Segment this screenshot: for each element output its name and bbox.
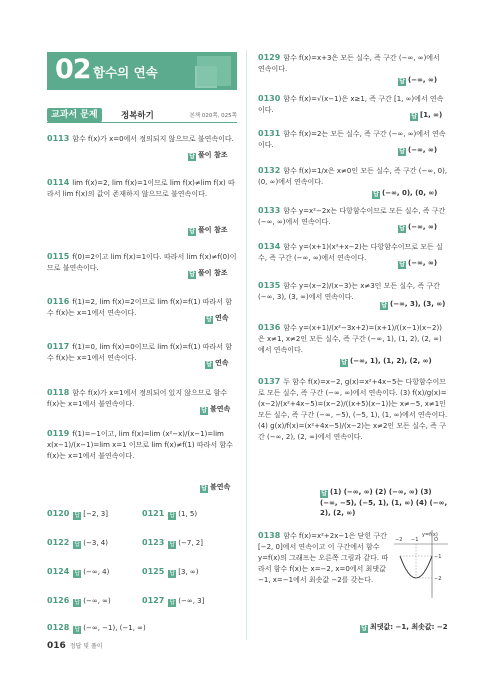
answer	[410, 110, 442, 121]
answer-text: 풀이 참조	[198, 269, 228, 277]
answer-mark-icon: 답	[341, 359, 347, 366]
answer	[188, 268, 228, 279]
problem-number: 0118	[47, 388, 70, 397]
answer-mark-icon: 답	[74, 512, 81, 519]
answer-mark-icon: 답	[361, 625, 367, 632]
problem-number: 0117	[47, 342, 70, 351]
problem-number: 0127	[142, 596, 165, 605]
answer-text: 불연속	[210, 483, 231, 491]
answer	[200, 404, 230, 415]
graph-label-origin: O	[434, 537, 438, 543]
problem-text: 함수 f(x)=x²+2x−1은 닫힌 구간 [−2, 0]에서 연속이고 이 구간에서 함수 y=f(x)의 그래프는 오른쪽 그림과 같다. 따라서 함수 f(x)는 x=−2, x=0에서 최댓값 −1, x=−1에서 최솟값 −2를 갖는다.	[258, 532, 389, 584]
graph-label-y-top: −1	[434, 554, 442, 560]
problem-text: f(0)=2이고 lim f(x)=1이다. 따라서 lim f(x)≠f(0)이므로 불연속이다.	[47, 253, 237, 272]
answer-text: (−∞, ∞)	[408, 223, 438, 231]
section-reference: 본책 020쪽, 025쪽	[189, 113, 237, 119]
problem-text: lim f(x)=2, lim f(x)=1이므로 lim f(x)≠lim f(x) 따라서 lim f(x)의 값이 존재하지 않으므로 불연속이다.	[47, 179, 235, 198]
answer-text: 불연속	[210, 405, 231, 413]
problem-number: 0130	[258, 94, 281, 103]
graph-label-x-left: −2	[395, 537, 403, 543]
problem-number: 0120	[47, 509, 70, 518]
answer-mark-icon: 답	[74, 599, 81, 606]
problem-text: 두 함수 f(x)=x−2, g(x)=x²+4x−5는 다항함수이므로 모든 실수, 즉 구간 (−∞, ∞)에서 연속이다. (3) f(x)/g(x)=(x−2)/(x²+4x−5)=(x−2)/((x+5)(x−1))는 x≠−5, x≠1인 모든 실수, 즉 구간 (−∞, −5), (−5, 1), (1, ∞)에서 연속이다. (4) g(x)/f(x)=(x²+4x−5)/(x−2)는 x≠2인 모든 실수, 즉 구간 (−∞, 2), (2, ∞)에서 연속이다.	[258, 378, 448, 441]
answer-mark-icon: 답	[411, 113, 417, 120]
mini-answer	[47, 622, 146, 634]
answer-mark-icon: 답	[169, 541, 176, 548]
answer-mark-icon: 답	[201, 485, 207, 492]
answer-mark-icon: 답	[74, 570, 81, 577]
graph-label-y-bottom: −2	[434, 576, 442, 582]
answer-mark-icon: 답	[399, 225, 405, 232]
answer	[205, 313, 229, 324]
problem-number: 0113	[47, 134, 70, 143]
problem-text: 함수 f(x)=√(x−1)은 x≥1, 즉 구간 [1, ∞)에서 연속이다.	[258, 95, 444, 114]
problem-number: 0123	[142, 538, 165, 547]
answer	[398, 145, 437, 156]
answer-text: (−∞, 0), (0, ∞)	[382, 189, 438, 197]
mini-answer	[47, 537, 108, 549]
mini-answer	[142, 537, 203, 549]
answer-text: (1) (−∞, ∞) (2) (−∞, ∞) (3) (−∞, −5), (−5, 1), (1, ∞) (4) (−∞, 2), (2, ∞)	[320, 488, 448, 517]
problem	[47, 133, 237, 145]
answer-text: (−∞, 3), (3, ∞)	[390, 300, 446, 308]
problem	[258, 52, 448, 75]
problem-text: f(1)=−1이고, lim f(x)=lim (x²−x)/(x−1)=lim x(x−1)/(x−1)=lim x=1 이므로 lim f(x)≠f(1) 따라서 함수 f(x)는 x=1에서 불연속이다.	[47, 430, 233, 460]
section-header	[47, 108, 237, 123]
page-number: 016	[47, 641, 66, 651]
mini-answer	[47, 566, 109, 578]
answer-mark-icon: 답	[169, 512, 176, 519]
problem-number: 0114	[47, 178, 70, 187]
problem-number: 0115	[47, 252, 70, 261]
answer-mark-icon: 답	[206, 316, 212, 323]
problem	[258, 322, 448, 356]
answer-mark-icon: 답	[189, 153, 195, 160]
answer-mark-icon: 답	[206, 361, 212, 368]
problem-number: 0138	[258, 531, 281, 540]
problem-number: 0131	[258, 129, 281, 138]
problem-number: 0128	[47, 623, 70, 632]
section-subtitle: 정복하기	[121, 111, 154, 121]
answer-text: (−∞, ∞)	[83, 597, 111, 605]
problem-number: 0119	[47, 429, 70, 438]
answer	[398, 222, 437, 233]
problem-text: 함수 f(x)=1/x은 x≠0인 모든 실수, 즉 구간 (−∞, 0), (0, ∞)에서 연속이다.	[258, 167, 448, 186]
answer-text: (−∞, 4)	[83, 568, 110, 576]
problem-number: 0129	[258, 53, 281, 62]
answer-text: 풀이 참조	[198, 151, 228, 159]
answer-mark-icon: 답	[169, 599, 176, 606]
problem-number: 0132	[258, 166, 281, 175]
answer	[398, 75, 437, 86]
answer	[320, 487, 450, 518]
answer	[200, 482, 230, 493]
problem-text: 함수 f(x)가 x=0에서 정의되지 않으므로 불연속이다.	[72, 135, 234, 143]
answer-text: 최댓값: −1, 최솟값: −2	[370, 623, 448, 631]
problem	[47, 428, 237, 462]
answer-mark-icon: 답	[169, 570, 176, 577]
problem-text: f(1)=0, lim f(x)=0이므로 lim f(x)=f(1) 따라서 함수 f(x)는 x=1에서 연속이다.	[47, 343, 232, 362]
mini-answer	[142, 595, 204, 607]
problem-text: 함수 y=(x+1)(x²+x−2)는 다항함수이므로 모든 실수, 즉 구간 (−∞, ∞)에서 연속이다.	[258, 243, 443, 262]
problem-number: 0133	[258, 206, 281, 215]
answer-mark-icon: 답	[399, 78, 405, 85]
answer-mark-icon: 답	[189, 271, 195, 278]
graph-label-x-mid: −1	[411, 537, 419, 543]
problem-text: 함수 y=(x−2)/(x−3)는 x≠3인 모든 실수, 즉 구간 (−∞, 3), (3, ∞)에서 연속이다.	[258, 282, 440, 301]
answer	[380, 299, 445, 310]
problem-text: 함수 f(x)가 x=1에서 정의되어 있지 않으므로 함수 f(x)는 x=1에서 불연속이다.	[47, 389, 228, 408]
problem-number: 0135	[258, 281, 281, 290]
page-footer	[47, 641, 103, 651]
answer-mark-icon: 답	[399, 148, 405, 155]
mini-answer	[47, 508, 108, 520]
answer-mark-icon: 답	[373, 191, 379, 198]
problem-text: 함수 f(x)=x+3은 모든 실수, 즉 구간 (−∞, ∞)에서 연속이다.	[258, 54, 440, 73]
answer-text: 연속	[215, 314, 229, 322]
answer-text: (−∞, 1), (1, 2), (2, ∞)	[350, 357, 432, 365]
answer-mark-icon: 답	[189, 228, 195, 235]
mini-answer	[142, 566, 198, 578]
problem-number: 0137	[258, 377, 281, 386]
answer	[360, 622, 448, 633]
column-divider	[246, 50, 247, 640]
problem-number: 0124	[47, 567, 70, 576]
answer-text: [1, ∞)	[420, 111, 443, 119]
problem-number: 0126	[47, 596, 70, 605]
answer-mark-icon: 답	[201, 407, 207, 414]
problem-number: 0121	[142, 509, 165, 518]
mini-answer	[47, 595, 111, 607]
answer	[398, 258, 437, 269]
problem-number: 0136	[258, 323, 281, 332]
answer-mark-icon: 답	[399, 261, 405, 268]
problem-number: 0122	[47, 538, 70, 547]
answer	[372, 188, 437, 199]
problem	[258, 165, 448, 188]
problem-number: 0134	[258, 242, 281, 251]
answer-text: (−3, 4)	[83, 539, 108, 547]
answer	[205, 358, 229, 369]
parabola-graph	[392, 528, 450, 600]
problem	[47, 177, 237, 200]
problem-number: 0125	[142, 567, 165, 576]
problem-text: 함수 y=x²−2x는 다항함수이므로 모든 실수, 즉 구간 (−∞, ∞)에서 연속이다.	[258, 207, 446, 226]
answer-mark-icon: 답	[381, 302, 387, 309]
answer-text: (1, 5)	[178, 510, 198, 518]
answer-mark-icon: 답	[74, 626, 81, 633]
answer-text: [−2, 3]	[83, 510, 108, 518]
answer-text: [3, ∞)	[178, 568, 199, 576]
answer	[188, 150, 228, 161]
answer	[340, 356, 432, 367]
answer-text: (−∞, −1), (−1, ∞)	[83, 624, 146, 632]
answer-text: (−∞, ∞)	[408, 76, 438, 84]
chapter-banner	[47, 52, 237, 90]
problem-number: 0116	[47, 297, 70, 306]
graph-function-label: y=f(x)	[422, 532, 438, 538]
problem-text: 함수 y=(x+1)/(x²−3x+2)=(x+1)/((x−1)(x−2))은 x≠1, x≠2인 모든 실수, 즉 구간 (−∞, 1), (1, 2), (2, ∞)에서 연속이다.	[258, 324, 442, 354]
answer-text: (−∞, ∞)	[408, 259, 438, 267]
answer-mark-icon: 답	[74, 541, 81, 548]
problem	[258, 376, 448, 443]
problem	[258, 530, 390, 586]
banner-decoration	[197, 56, 231, 86]
chapter-title: 함수의 연속	[93, 65, 158, 80]
chapter-number: 02	[55, 54, 91, 85]
answer-mark-icon: 답	[321, 490, 327, 497]
answer-text: 연속	[215, 359, 229, 367]
mini-answer	[142, 508, 197, 520]
problem-text: 함수 f(x)=2는 모든 실수, 즉 구간 (−∞, ∞)에서 연속이다.	[258, 130, 446, 149]
footer-label: 정답 및 풀이	[69, 643, 103, 650]
answer-text: (−∞, ∞)	[408, 146, 438, 154]
answer-text: (−7, 2]	[178, 539, 203, 547]
answer-text: 풀이 참조	[198, 226, 228, 234]
problem-text: f(1)=2, lim f(x)=2이므로 lim f(x)=f(1) 따라서 함수 f(x)는 x=1에서 연속이다.	[47, 298, 232, 317]
answer-text: (−∞, 3]	[178, 597, 205, 605]
section-tag: 교과서 문제	[47, 108, 102, 122]
answer	[188, 225, 228, 236]
